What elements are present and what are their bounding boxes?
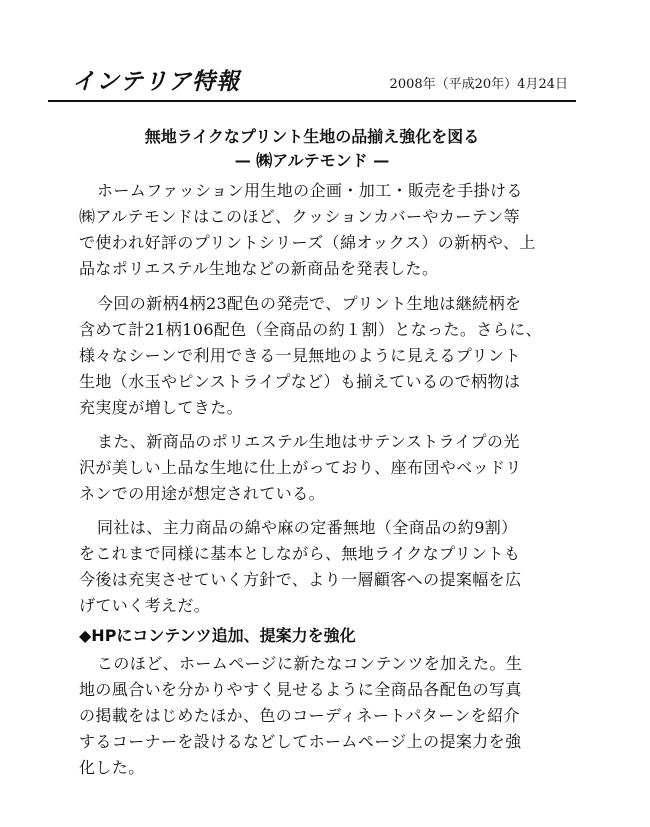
paragraph-line: げていく考えだ。 [79,596,211,615]
paragraph-line: 充実度が増してきた。 [79,398,244,417]
paragraph-line: ㈱アルテモンドはこのほど、クッションカバーやカーテン等 [79,207,521,226]
paragraph-line: 沢が美しい上品な生地に仕上がっており、座布団やベッドリ [79,458,522,477]
publication-title: インテリア特報 [72,69,240,95]
paragraph-line: 今後は充実させていく方針で、より一層顧客への提案幅を広 [79,570,522,589]
publication-date: 2008年（平成20年）4月24日 [389,77,568,92]
paragraph-4 [79,515,579,619]
paragraph-5 [79,651,579,781]
paragraph-line: 化した。 [79,758,145,777]
paragraph-line: の掲載をはじめたほか、色のコーディネートパターンを紹介 [79,706,520,725]
paragraph-line: 同社は、主力商品の綿や麻の定番無地（全商品の約9割） [97,518,518,537]
article-headline: 無地ライクなプリント生地の品揃え強化を図る [144,127,480,146]
paragraph-line: 品なポリエステル生地などの新商品を発表した。 [79,259,439,278]
paragraph-1 [79,178,579,282]
paragraph-line: このほど、ホームページに新たなコンテンツを加えた。生 [97,654,523,673]
section-heading: ◆HPにコンテンツ追加、提案力を強化 [79,626,356,645]
paragraph-line: 生地（水玉やピンストライプなど）も揃えているので柄物は [79,372,521,391]
paragraph-line: また、新商品のポリエステル生地はサテンストライプの光 [97,432,520,451]
paragraph-line: 含めて計21柄106配色（全商品の約１割）となった。さらに、 [79,320,542,339]
paragraph-line: ネンでの用途が想定されている。 [79,484,326,503]
paragraph-2 [79,291,579,421]
paragraph-line: ホームファッション用生地の企画・加工・販売を手掛ける [97,181,523,200]
paragraph-3 [79,429,579,507]
paragraph-line: をこれまで同様に基本としながら、無地ライクなプリントも [79,544,521,563]
paragraph-line: で使われ好評のプリントシリーズ（綿オックス）の新柄や、上 [79,233,536,252]
paragraph-line: 今回の新柄4柄23配色の発売で、プリント生地は継続柄を [97,294,522,313]
paragraph-line: 地の風合いを分かりやすく見せるように全商品各配色の写真 [79,680,522,699]
header-rule [48,100,576,102]
paragraph-line: 様々なシーンで利用できる一見無地のように見えるプリント [79,346,521,365]
paragraph-line: するコーナーを設けるなどしてホームページ上の提案力を強 [79,732,522,751]
company-byline: — ㈱アルテモンド — [234,151,390,170]
